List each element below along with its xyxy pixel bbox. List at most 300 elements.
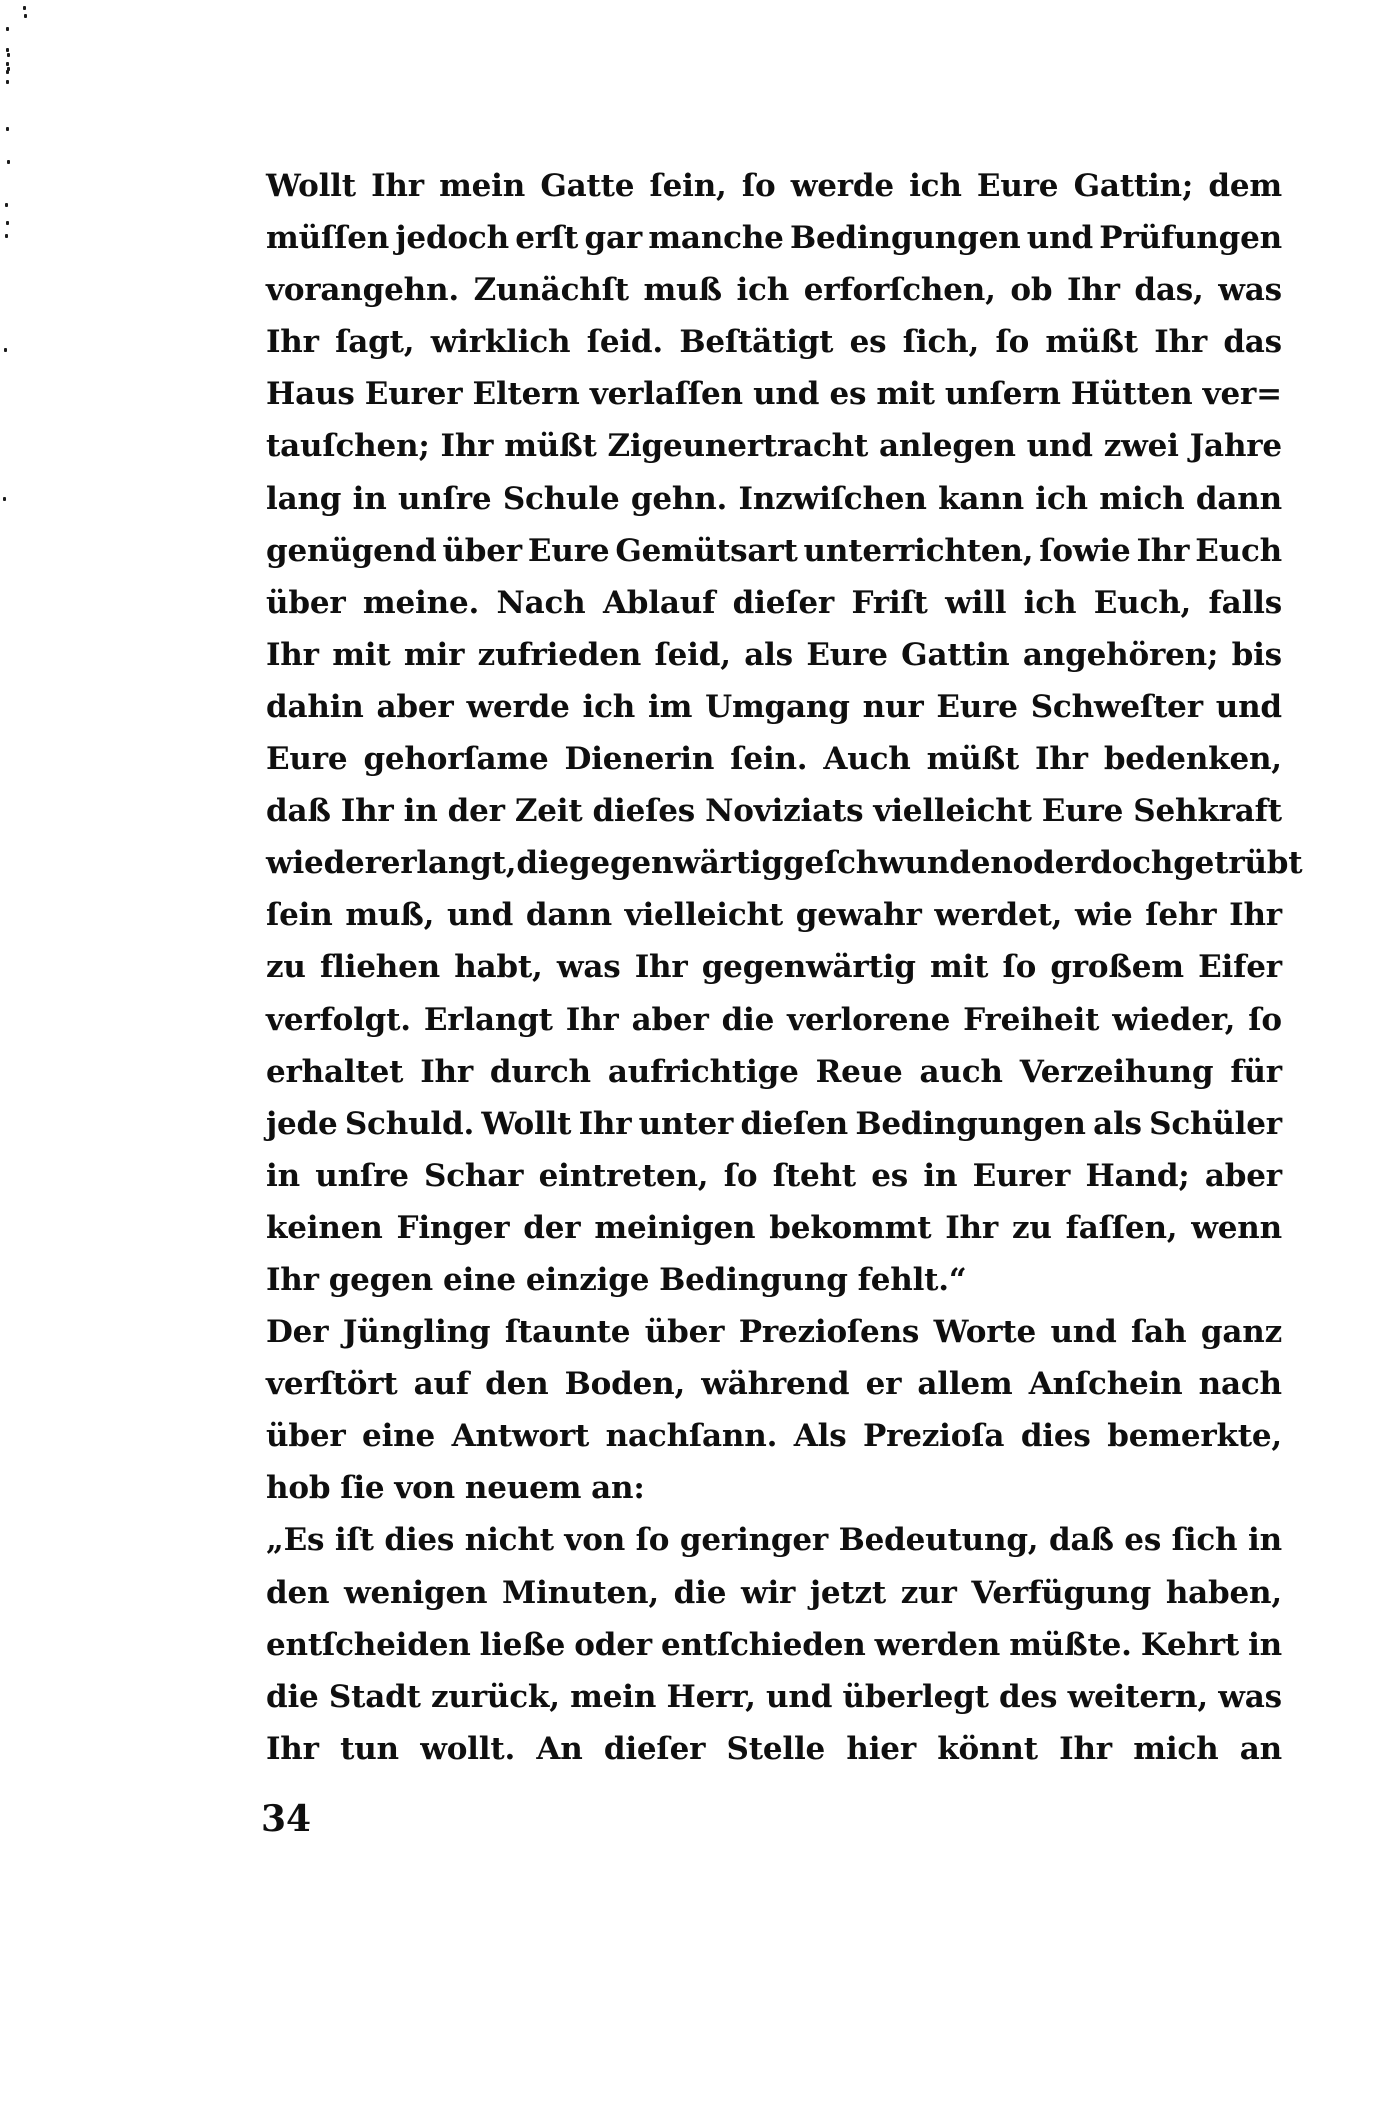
word: Prezioſa: [863, 1418, 1005, 1455]
word: und: [1215, 688, 1282, 725]
word: aber: [1204, 1157, 1282, 1194]
word: hier: [846, 1730, 916, 1767]
word: es: [1124, 1522, 1162, 1559]
word: Als: [793, 1418, 847, 1455]
word: mich: [1133, 1730, 1219, 1767]
word: Ihr: [440, 428, 494, 465]
word: Euch,: [1093, 584, 1192, 621]
word: ſo: [723, 1157, 758, 1194]
text-line-preziosa-speech-continued-11: [266, 681, 1282, 733]
word: Friſt: [851, 584, 928, 621]
word: im: [648, 688, 693, 725]
word: Gemütsart: [615, 532, 798, 569]
text-line-preziosa-speech-continued-5: [266, 368, 1282, 420]
word: jedoch: [395, 220, 509, 257]
word: weitern,: [1067, 1678, 1208, 1715]
word: und: [1050, 1314, 1117, 1351]
word: nachſann.: [605, 1418, 778, 1455]
scan-speck: [6, 27, 9, 31]
text-line-preziosa-speech-continued-4: [266, 316, 1282, 368]
word: verſtört: [266, 1366, 398, 1403]
word: Eure: [1041, 793, 1124, 830]
text-line-preziosa-speech-continued-22: [266, 1254, 1282, 1306]
word: fliehen: [319, 949, 440, 986]
word: mein: [439, 168, 526, 204]
word: Ihr: [578, 1105, 632, 1142]
word: lang: [266, 480, 342, 517]
word: es: [829, 376, 867, 413]
word: Finger: [396, 1209, 510, 1246]
word: über: [442, 532, 522, 569]
scan-speck: [6, 48, 9, 52]
word: zur: [900, 1574, 957, 1611]
word: Bedingung: [659, 1261, 848, 1298]
word: jede: [266, 1105, 338, 1142]
word: Reue: [815, 1053, 903, 1090]
word: Ablauf: [602, 584, 716, 621]
word: entſchieden: [660, 1626, 866, 1663]
word: mit: [332, 636, 391, 673]
word: gegenwärtig: [568, 845, 783, 882]
word: Sehkraft: [1133, 793, 1282, 830]
word: mein: [570, 1678, 657, 1715]
word: haben,: [1165, 1574, 1282, 1611]
word: tun: [340, 1730, 399, 1767]
text-line-preziosa-speech-continued-6: [266, 420, 1282, 472]
scan-speck: [4, 348, 7, 352]
word: die: [721, 1001, 775, 1038]
word: Gattin: [901, 636, 1010, 673]
word: ſteht: [772, 1157, 856, 1194]
word: dann: [525, 897, 612, 934]
text-line-preziosa-speech-continued-8: [266, 525, 1282, 577]
page-number: 34: [261, 1798, 312, 1840]
word: ſehr: [1145, 897, 1217, 934]
word: die: [266, 1678, 319, 1715]
text-block: [266, 160, 1303, 1775]
word: bekommt: [769, 1209, 932, 1246]
word: ſein.: [730, 741, 808, 778]
word: Minuten,: [502, 1574, 659, 1611]
word: dem: [1208, 168, 1282, 204]
word: Wollt: [481, 1105, 572, 1142]
word: Zeit: [514, 793, 583, 830]
word: und: [1026, 220, 1093, 257]
word: vielleicht: [873, 793, 1032, 830]
word: Prüfungen: [1099, 220, 1282, 257]
word: Zigeunertracht: [607, 428, 869, 465]
word: „Es: [266, 1522, 325, 1559]
word: bemerkte,: [1107, 1418, 1282, 1455]
word: die: [673, 1574, 727, 1611]
word: könnt: [937, 1730, 1038, 1767]
word: in: [352, 480, 387, 517]
text-line-preziosa-speech-continued-10: [266, 629, 1282, 681]
text-line-preziosa-speech-continued-1: [266, 160, 1282, 212]
word: ob: [1010, 272, 1053, 309]
word: daß: [266, 793, 331, 830]
word: auf: [413, 1366, 469, 1403]
word: das: [1223, 324, 1282, 361]
word: daß: [1048, 1522, 1114, 1559]
word: zu: [266, 949, 306, 986]
word: gegen: [328, 1261, 434, 1298]
word: in: [923, 1157, 958, 1194]
word: oder: [1012, 845, 1091, 882]
word: werdet,: [934, 897, 1063, 934]
word: über: [266, 1418, 346, 1455]
word: Ihr: [565, 1001, 619, 1038]
word: Ihr: [266, 636, 319, 673]
word: müſſen: [266, 220, 390, 257]
word: über: [266, 584, 346, 621]
word: Eure: [266, 741, 348, 778]
word: nach: [1198, 1366, 1282, 1403]
word: Ihr: [371, 168, 424, 204]
word: ich: [909, 168, 962, 204]
word: Ihr: [945, 1209, 999, 1246]
word: keinen: [266, 1209, 383, 1246]
word: wie: [1074, 897, 1133, 934]
word: Euch: [1195, 532, 1282, 569]
word: in: [1248, 1626, 1282, 1663]
word: in: [403, 793, 438, 830]
word: Schüler: [1149, 1105, 1282, 1142]
word: Boden,: [564, 1366, 686, 1403]
word: Stelle: [726, 1730, 826, 1767]
word: Auch: [823, 741, 911, 778]
scan-speck: [7, 160, 10, 164]
word: unſre: [397, 480, 492, 517]
word: Nach: [496, 584, 586, 621]
text-line-preziosa-speech-second-5: [266, 1723, 1282, 1775]
word: mit: [876, 376, 935, 413]
word: Ihr: [1035, 741, 1088, 778]
word: unter: [638, 1105, 734, 1142]
word: Der: [266, 1314, 329, 1351]
word: tauſchen;: [266, 428, 430, 465]
word: einzige: [525, 1261, 650, 1298]
word: werden: [874, 1626, 1001, 1663]
word: habt,: [454, 949, 543, 986]
word: Eure: [527, 532, 610, 569]
word: Bedeutung,: [838, 1522, 1039, 1559]
word: Schule: [502, 480, 620, 517]
word: Umgang: [705, 688, 850, 725]
text-line-preziosa-speech-second-4: [266, 1671, 1282, 1723]
word: eine: [442, 1261, 516, 1298]
text-line-preziosa-speech-second-1: [266, 1514, 1282, 1566]
text-line-preziosa-speech-continued-12: [266, 733, 1282, 785]
word: unſern: [944, 376, 1061, 413]
word: oder: [574, 1626, 652, 1663]
scan-speck: [5, 203, 8, 207]
word: doch: [1090, 845, 1174, 882]
word: dieſer: [603, 1730, 706, 1767]
word: verfolgt.: [266, 1001, 411, 1038]
text-line-preziosa-speech-continued-13: [266, 785, 1282, 837]
word: Schuld.: [344, 1105, 475, 1142]
word: während: [701, 1366, 850, 1403]
word: Verzeihung: [1019, 1053, 1214, 1090]
word: vorangehn.: [266, 272, 459, 309]
word: den: [266, 1574, 330, 1611]
word: aufrichtige: [607, 1053, 799, 1090]
word: wieder,: [1112, 1001, 1236, 1038]
text-line-preziosa-speech-continued-18: [266, 1046, 1282, 1098]
word: ver=: [1202, 376, 1282, 413]
word: Eure: [806, 636, 888, 673]
word: wollt.: [420, 1730, 516, 1767]
word: Noviziats: [705, 793, 864, 830]
word: ſich,: [902, 324, 980, 361]
word: ſein: [266, 897, 333, 934]
word: kann: [938, 480, 1024, 517]
word: geringer: [679, 1522, 829, 1559]
word: allem: [917, 1366, 1013, 1403]
word: Jüngling: [342, 1314, 491, 1351]
word: Schweſter: [1030, 688, 1203, 725]
word: geſchwunden: [782, 845, 1013, 882]
text-line-preziosa-speech-continued-9: [266, 577, 1282, 629]
word: Wollt: [266, 168, 356, 204]
word: angehören;: [1022, 636, 1219, 673]
word: über: [644, 1314, 725, 1351]
word: ſowie: [1039, 532, 1131, 569]
word: verlaſſen: [589, 376, 743, 413]
scan-speck: [3, 497, 6, 501]
word: erſt: [515, 220, 579, 257]
word: hob: [266, 1470, 331, 1507]
word: dies: [1020, 1418, 1091, 1455]
word: entſcheiden: [266, 1626, 471, 1663]
word: Erlangt: [423, 1001, 553, 1038]
word: Gatte: [540, 168, 635, 204]
word: Freiheit: [963, 1001, 1100, 1038]
word: unterrichten,: [803, 532, 1034, 569]
word: und: [766, 1678, 833, 1715]
word: müßt: [926, 741, 1020, 778]
word: Ihr: [266, 1261, 319, 1298]
word: jetzt: [809, 1574, 887, 1611]
word: erforſchen,: [803, 272, 996, 309]
word: getrübt: [1173, 845, 1303, 882]
word: dahin: [266, 688, 364, 725]
word: wirklich: [430, 324, 571, 361]
word: ſo: [995, 324, 1030, 361]
word: bedenken,: [1103, 741, 1282, 778]
word: ſo: [741, 168, 776, 204]
word: Hand;: [1085, 1157, 1190, 1194]
word: von: [564, 1522, 626, 1559]
word: muß: [643, 272, 722, 309]
word: des: [999, 1678, 1058, 1715]
word: Beſtätigt: [679, 324, 834, 361]
word: ich: [1023, 584, 1077, 621]
word: müßte.: [1009, 1626, 1132, 1663]
word: Stadt: [328, 1678, 421, 1715]
word: auch: [919, 1053, 1003, 1090]
word: werde: [466, 688, 570, 725]
word: den: [485, 1366, 549, 1403]
word: iſt: [334, 1522, 374, 1559]
word: verlorene: [787, 1001, 951, 1038]
word: ſeid.: [586, 324, 663, 361]
word: Ihr: [1059, 1730, 1112, 1767]
word: Schar: [424, 1157, 524, 1194]
word: unſre: [315, 1157, 409, 1194]
word: ich: [736, 272, 790, 309]
word: Ihr: [1136, 532, 1190, 569]
word: aber: [631, 1001, 709, 1038]
scan-speck: [6, 70, 9, 74]
word: anlegen: [879, 428, 1016, 465]
word: will: [945, 584, 1007, 621]
word: ſich: [1171, 1522, 1238, 1559]
text-line-preziosa-speech-continued-20: [266, 1150, 1282, 1202]
word: Anſchein: [1028, 1366, 1183, 1403]
word: Prezioſens: [738, 1314, 920, 1351]
word: wenn: [1191, 1209, 1282, 1246]
word: ſo: [1002, 949, 1037, 986]
word: faſſen,: [1065, 1209, 1178, 1246]
scan-speck: [6, 127, 9, 131]
word: ich: [582, 688, 636, 725]
text-line-narration-3: [266, 1410, 1282, 1462]
word: Inzwiſchen: [738, 480, 927, 517]
word: müßt: [504, 428, 597, 465]
scan-speck: [6, 221, 9, 225]
word: von: [394, 1470, 455, 1507]
text-line-preziosa-speech-continued-3: [266, 264, 1282, 316]
word: großem: [1050, 949, 1184, 986]
word: dieſer: [732, 584, 835, 621]
text-line-preziosa-speech-continued-16: [266, 941, 1282, 993]
word: Ihr: [266, 324, 319, 361]
word: in: [266, 1157, 300, 1194]
word: was: [1218, 1678, 1282, 1715]
word: ließe: [479, 1626, 566, 1663]
word: gehn.: [630, 480, 728, 517]
word: Ihr: [1154, 324, 1207, 361]
word: und: [753, 376, 820, 413]
word: der: [447, 793, 505, 830]
word: ſeid,: [654, 636, 731, 673]
word: erhaltet: [266, 1053, 404, 1090]
word: ſo: [1248, 1001, 1282, 1038]
text-line-narration-1: [266, 1306, 1282, 1358]
word: Bedingungen: [790, 220, 1021, 257]
word: Ihr: [420, 1053, 473, 1090]
word: und: [1026, 428, 1093, 465]
word: als: [1093, 1105, 1142, 1142]
text-line-narration-2: [266, 1358, 1282, 1410]
word: Verfügung: [971, 1574, 1152, 1611]
word: mir: [403, 636, 465, 673]
word: vielleicht: [624, 897, 783, 934]
word: neuem: [464, 1470, 582, 1507]
text-line-preziosa-speech-second-3: [266, 1619, 1282, 1671]
word: aber: [376, 688, 454, 725]
text-line-preziosa-speech-continued-14: [266, 837, 1303, 889]
text-line-preziosa-speech-continued-2: [266, 212, 1282, 264]
scan-speck: [7, 53, 10, 57]
word: überlegt: [842, 1678, 989, 1715]
word: es: [849, 324, 887, 361]
word: Worte: [933, 1314, 1036, 1351]
word: bis: [1231, 636, 1282, 673]
word: zufrieden: [477, 636, 642, 673]
word: Antwort: [451, 1418, 590, 1455]
word: Jahre: [1189, 428, 1282, 465]
word: meine.: [362, 584, 480, 621]
word: Haus: [266, 376, 355, 413]
word: zu: [1011, 1209, 1052, 1246]
word: wiedererlangt,: [266, 845, 517, 882]
scan-speck: [6, 80, 9, 84]
word: wenigen: [344, 1574, 488, 1611]
word: Dienerin: [564, 741, 715, 778]
word: die: [516, 845, 569, 882]
word: fehlt.“: [857, 1261, 967, 1298]
word: falls: [1208, 584, 1282, 621]
word: ſagt,: [335, 324, 415, 361]
word: mich: [1099, 480, 1185, 517]
word: ganz: [1200, 1314, 1282, 1351]
word: manche: [648, 220, 784, 257]
word: gegenwärtig: [701, 949, 916, 986]
word: dieſen: [740, 1105, 849, 1142]
word: müßt: [1045, 324, 1138, 361]
word: an: [1239, 1730, 1282, 1767]
text-line-preziosa-speech-second-2: [266, 1567, 1282, 1619]
word: Hütten: [1070, 376, 1193, 413]
word: ſein,: [649, 168, 727, 204]
word: als: [744, 636, 793, 673]
word: muß,: [345, 897, 435, 934]
word: Eurer: [364, 376, 463, 413]
word: Eifer: [1198, 949, 1282, 986]
word: Ihr: [266, 1730, 319, 1767]
word: und: [446, 897, 514, 934]
text-line-preziosa-speech-continued-7: [266, 473, 1282, 525]
text-line-preziosa-speech-continued-15: [266, 889, 1282, 941]
text-line-preziosa-speech-continued-17: [266, 994, 1282, 1046]
word: ſtaunte: [504, 1314, 631, 1351]
word: Ihr: [1066, 272, 1120, 309]
word: Ihr: [1229, 897, 1282, 934]
scan-speck: [5, 234, 8, 238]
word: dann: [1195, 480, 1282, 517]
word: Zunächſt: [473, 272, 629, 309]
word: er: [865, 1366, 902, 1403]
word: zwei: [1103, 428, 1179, 465]
word: ſo: [635, 1522, 670, 1559]
text-line-preziosa-speech-continued-21: [266, 1202, 1282, 1254]
word: wir: [740, 1574, 796, 1611]
word: meinigen: [594, 1209, 756, 1246]
word: nicht: [464, 1522, 554, 1559]
word: es: [871, 1157, 909, 1194]
word: werde: [790, 168, 894, 204]
word: dieſes: [592, 793, 696, 830]
word: nur: [862, 688, 924, 725]
word: durch: [489, 1053, 591, 1090]
word: ſie: [340, 1470, 385, 1507]
text-line-preziosa-speech-continued-19: [266, 1098, 1282, 1150]
word: was: [556, 949, 621, 986]
word: zurück,: [431, 1678, 560, 1715]
